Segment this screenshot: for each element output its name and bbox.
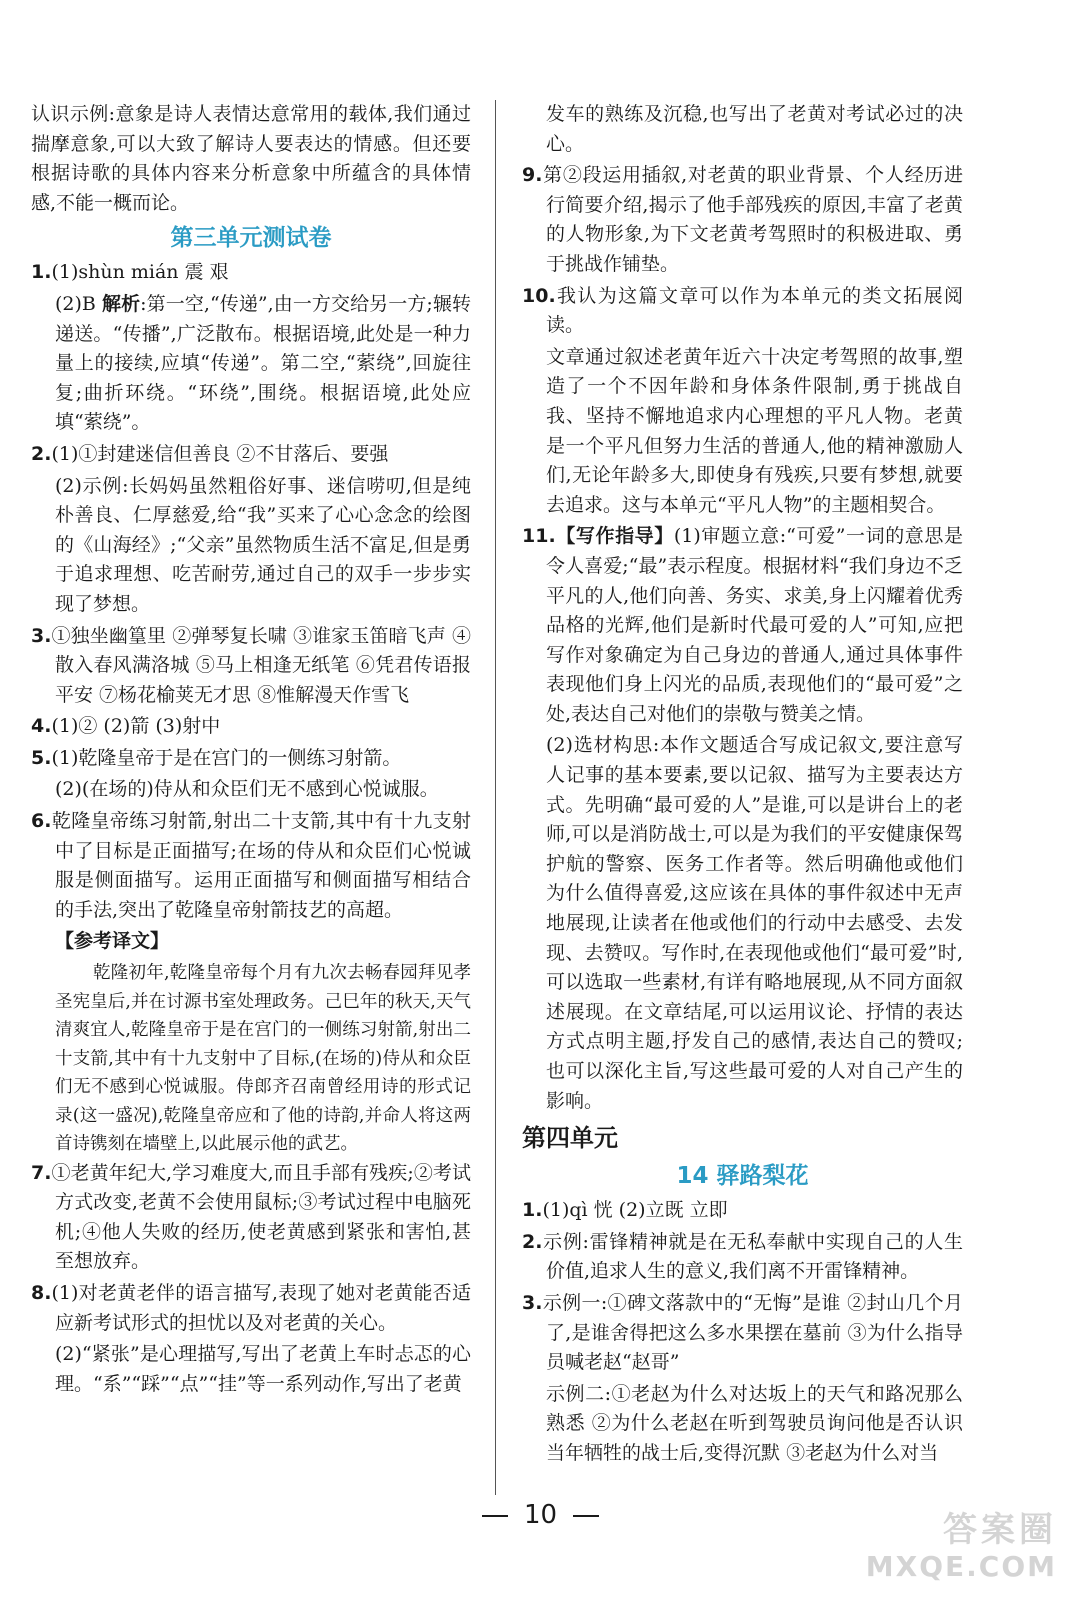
q10-a-text: 我认为这篇文章可以作为本单元的类文拓展阅读。	[546, 284, 963, 337]
footer-dash-left	[482, 1515, 508, 1517]
q5-number: 5.	[31, 746, 52, 769]
q10-a	[522, 282, 963, 341]
intro-paragraph: 认识示例:意象是诗人表情达意常用的载体,我们通过揣摩意象,可以大致了解诗人要表达的情感。但还要根据诗歌的具体内容来分析意象中所蕴含的具体情感,不能一概而论。	[31, 103, 471, 214]
column-divider	[495, 100, 496, 1495]
lesson-title: 14 驿路梨花	[676, 1163, 809, 1190]
q10-b: 文章通过叙述老黄年近六十决定考驾照的故事,塑造了一个不因年龄和身体条件限制,勇于挑战自我、坚持不懈地追求内心理想的平凡人物。老黄是一个平凡但努力生活的普通人,他的精神激励人们,无论年龄多大,即使身有残疾,只要有梦想,就要去追求。这与本单元“平凡人物”的主题相契合。	[546, 345, 963, 516]
left-column	[31, 100, 471, 1401]
q4-text: (1)② (2)箭 (3)射中	[51, 715, 221, 738]
reference-translation-text: 乾隆初年,乾隆皇帝每个月有九次去畅春园拜见孝圣宪皇后,并在讨源书室处理政务。己巳年的秋天,天气清爽宜人,乾隆皇帝于是在宫门的一侧练习射箭,射出二十支箭,其中有十九支射中了目标,(在场的)侍从和众臣们无不感到心悦诚服。侍郎齐召南曾经用诗的形式记录(这一盛况),乾隆皇帝应和了他的诗韵,并命人将这两首诗镌刻在墙壁上,以此展示他的武艺。	[55, 963, 471, 1155]
q6-text: 乾隆皇帝练习射箭,射出二十支箭,其中有十九支射中了目标是正面描写;在场的侍从和众臣们心悦诚服是侧面描写。运用正面描写和侧面描写相结合的手法,突出了乾隆皇帝射箭技艺的高超。	[51, 810, 471, 921]
q1-b-text: :第一空,“传递”,由一方交给另一方;辗转递送。“传播”,广泛散布。根据语境,此处是一种力量上的接续,应填“传递”。第二空,“萦绕”,回旋往复;曲折环绕。“环绕”,围绕。根据语境,此处应填“萦绕”。	[55, 292, 471, 434]
lesson-q3-b: 示例二:①老赵为什么对达坂上的天气和路况那么熟悉 ②为什么老赵在听到驾驶员询问他是否认识当年牺牲的战士后,变得沉默 ③老赵为什么对当	[546, 1382, 963, 1464]
footer-dash-right	[573, 1515, 599, 1517]
q8-a	[31, 1279, 471, 1338]
reference-translation-label	[31, 927, 471, 957]
q9-number: 9.	[522, 164, 543, 187]
q8-a-text: (1)对老黄老伴的语言描写,表现了她对老黄能否适应新考试形式的担忧以及对老黄的关心。	[51, 1281, 471, 1334]
watermark-logo	[857, 1510, 1057, 1590]
q11-number: 11.	[522, 525, 556, 548]
section-title-unit3-test: 第三单元测试卷	[170, 225, 332, 252]
q4-number: 4.	[31, 715, 52, 738]
q6-number: 6.	[31, 810, 52, 833]
q1-b	[31, 290, 471, 438]
lesson-q1-number: 1.	[522, 1199, 543, 1222]
q8-b: (2)“紧张”是心理描写,写出了老黄上车时忐忑的心理。“系”“踩”“点”“挂”等一系列动作,写出了老黄	[55, 1343, 471, 1395]
lesson-q2-text: 示例:雷锋精神就是在无私奉献中实现自己的人生价值,追求人生的意义,我们离不开雷锋精神。	[542, 1230, 963, 1283]
q1-a-text: (1)shùn mián 震 艰	[51, 261, 229, 284]
q2-number: 2.	[31, 442, 52, 465]
q9-text: 第②段运用插叙,对老黄的职业背景、个人经历进行简要介绍,揭示了他手部残疾的原因,丰富了老黄的人物形象,为下文老黄考驾照时的积极进取、勇于挑战作铺垫。	[542, 164, 963, 275]
lesson-q3-a-text: 示例一:①碑文落款中的“无悔”是谁 ②封山几个月了,是谁舍得把这么多水果摆在墓前 ③为什么指导员喊老赵“赵哥”	[542, 1291, 963, 1374]
q1-b-answer: (2)B	[55, 292, 102, 315]
q2-a-text: (1)①封建迷信但善良 ②不甘落后、要强	[51, 442, 389, 465]
writing-guide-label: 【写作指导】	[555, 525, 674, 548]
q5-a-text: (1)乾隆皇帝于是在宫门的一侧练习射箭。	[51, 746, 402, 769]
q3-number: 3.	[31, 624, 52, 647]
q7-number: 7.	[31, 1161, 52, 1184]
q5-a	[31, 744, 471, 774]
q11-b: (2)选材构思:本作文题适合写成记叙文,要注意写人记事的基本要素,要以记叙、描写为主要表达方式。先明确“最可爱的人”是谁,可以是讲台上的老师,可以是消防战士,可以是为我们的平安健康保驾护航的警察、医务工作者等。然后明确他或他们为什么值得喜爱,这应该在具体的事件叙述中无声地展现,让读者在他或他们的行动中去感受、去发现、去赞叹。写作时,在表现他或他们“最可爱”时,可以选取一些素材,有详有略地展现,从不同方面叙述展现。在文章结尾,可以运用议论、抒情的表达方式点明主题,抒发自己的感情,表达自己的赞叹;也可以深化主旨,写这些最可爱的人对自己产生的影响。	[546, 734, 963, 1112]
q10-number: 10.	[522, 284, 556, 307]
q5-b: (2)(在场的)侍从和众臣们无不感到心悦诚服。	[55, 778, 439, 801]
unit-title-unit4: 第四单元	[522, 1124, 618, 1153]
q1-b-keyword: 解析	[102, 292, 141, 315]
q2-a	[31, 440, 471, 470]
lesson-q1	[522, 1196, 963, 1226]
q1-a	[31, 258, 471, 288]
lesson-q2-number: 2.	[522, 1230, 543, 1253]
lesson-q3-number: 3.	[522, 1291, 543, 1314]
q8-number: 8.	[31, 1281, 52, 1304]
lesson-q3-a	[522, 1289, 963, 1378]
q3	[31, 622, 471, 711]
q3-text: ①独坐幽篁里 ②弹琴复长啸 ③谁家玉笛暗飞声 ④散入春风满洛城 ⑤马上相逢无纸笔 ⑥凭君传语报平安 ⑦杨花榆荚无才思 ⑧惟解漫天作雪飞	[51, 624, 471, 706]
q11-a	[522, 522, 963, 729]
watermark-text: 答案圈	[943, 1510, 1057, 1550]
q6	[31, 807, 471, 925]
page-number: 10	[523, 1500, 558, 1530]
q11-a-text: (1)审题立意:“可爱”一词的意思是令人喜爱;“最”表示程度。根据材料“我们身边不乏平凡的人,他们向善、务实、求美,身上闪耀着优秀品格的光辉,他们是新时代最可爱的人”可知,应把写作对象确定为自己身边的普通人,通过具体事件表现他们身上闪光的品质,表现他们的“最可爱”之处,表达自己对他们的崇敬与赞美之情。	[546, 525, 963, 725]
lesson-q2	[522, 1228, 963, 1287]
reference-label-text: 【参考译文】	[55, 930, 170, 953]
q9	[522, 161, 963, 279]
watermark-url: MXQE.COM	[865, 1550, 1057, 1583]
q4	[31, 712, 471, 742]
q7	[31, 1159, 471, 1277]
q7-text: ①老黄年纪大,学习难度大,而且手部有残疾;②考试方式改变,老黄不会使用鼠标;③考试过程中电脑死机;④他人失败的经历,使老黄感到紧张和害怕,甚至想放弃。	[51, 1161, 471, 1273]
q2-b: (2)示例:长妈妈虽然粗俗好事、迷信唠叨,但是纯朴善良、仁厚慈爱,给“我”买来了心心念念的绘图的《山海经》;“父亲”虽然物质生活不富足,但是勇于追求理想、吃苦耐劳,通过自己的双手一步步实现了梦想。	[55, 474, 471, 615]
q8-continued: 发车的熟练及沉稳,也写出了老黄对考试必过的决心。	[546, 103, 963, 155]
right-column	[522, 100, 963, 1471]
lesson-q1-text: (1)qì 恍 (2)立既 立即	[542, 1199, 728, 1222]
q1-number: 1.	[31, 261, 52, 284]
